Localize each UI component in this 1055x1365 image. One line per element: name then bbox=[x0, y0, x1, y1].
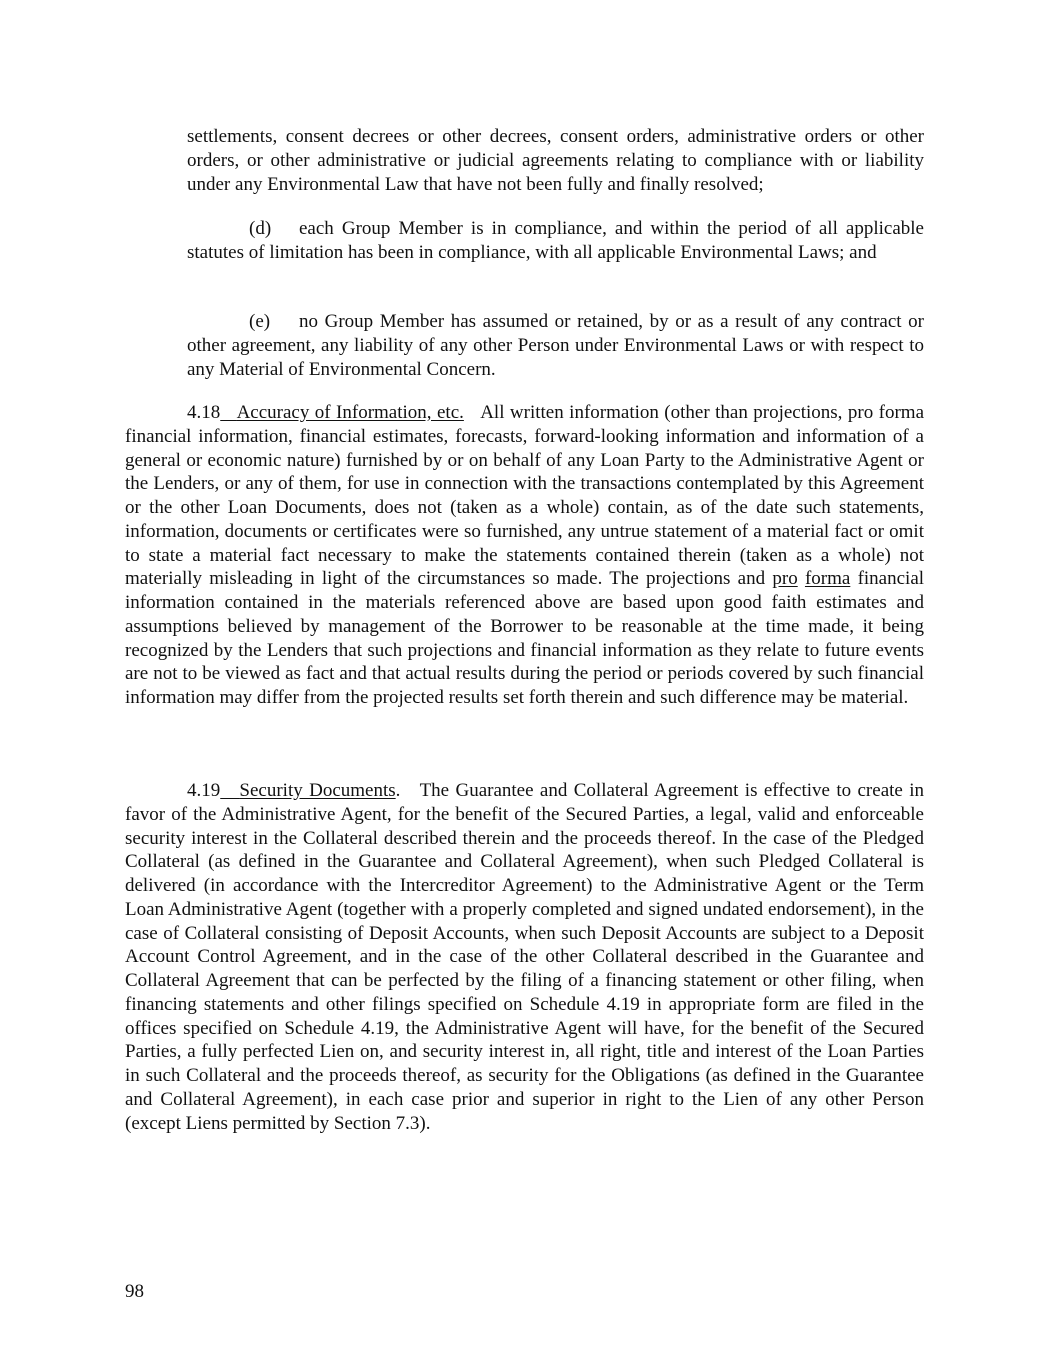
clause-label-d: (d) bbox=[249, 218, 272, 239]
section-body: All written information (other than projections, pro forma financial information, financial estimates, forecasts, forward-looking information and information of a general or economic nature) furnished by or on behalf of any Loan Party to the Administrative Agent or the Lenders, or any of them, for use in connection with the transactions contemplated by this Agreement or the other Loan Documents, does not (taken as a whole) contain, as of the date such statements, information, documents or certificates were so furnished, any untrue statement of a material fact or omit to state a material fact necessary to make the statements contained therein (taken as a whole) not materially misleading in light of the circumstances so made. The projections and bbox=[125, 402, 925, 590]
section-title: Security Documents bbox=[239, 780, 396, 801]
clause-label-e: (e) bbox=[249, 311, 271, 332]
section-4-19: 4.19 Security Documents. The Guarantee and Collateral Agreement is effective to create in favor of the Administrative Agent, for the benefit of the Secured Parties, a legal, valid and enforceable security interest in the Collateral described therein and the proceeds thereof. In the case of the Pledged Collateral (as defined in the Guarantee and Collateral Agreement), when such Pledged Collateral is delivered (in accordance with the Intercreditor Agreement) to the Administrative Agent or the Term Loan Administrative Agent (together with a properly completed and signed undated endorsement), in the case of Collateral consisting of Deposit Accounts, when such Deposit Accounts are subject to a Deposit Account Control Agreement, and in the case of the other Collateral described in the Guarantee and Collateral Agreement that can be perfected by the filing of a financing statement or other filing, when financing statements and other filings specified on Schedule 4.19 in appropriate form are filed in the offices specified on Schedule 4.19, the Administrative Agent will have, for the benefit of the Secured Parties, a fully perfected Lien on, and security interest in, all right, title and interest of the Loan Parties in such Collateral and the proceeds thereof, as security for the Obligations (as defined in the Guarantee and Collateral Agreement), in each case prior and superior in right to the Lien of any other Person (except Liens permitted by Section 7.3). bbox=[125, 780, 924, 1134]
clause-text-e: no Group Member has assumed or retained, by or as a result of any contract or other agreement, any liability of any other Person under Environmental Laws or with respect to any Material of Environmental Concern. bbox=[187, 311, 924, 380]
section-body: The Guarantee and Collateral Agreement is effective to create in favor of the Administrative Agent, for the benefit of the Secured Parties, a legal, valid and enforceable security interest in the Collateral described therein and the proceeds thereof. In the case of the Pledged Collateral (as defined in the Guarantee and Collateral Agreement), when such Pledged Collateral is delivered (in accordance with the Intercreditor Agreement) to the Administrative Agent or the Term Loan Administrative Agent (together with a properly completed and signed undated endorsement), in the case of Collateral consisting of Deposit Accounts, when such Deposit Accounts are subject to a Deposit Account Control Agreement, and in the case of the other Collateral described in the Guarantee and Collateral Agreement that can be perfected by the filing of a financing statement or other filing, when financing statements and other filings specified on Schedule 4.19 in appropriate form are filed in the offices specified on Schedule 4.19, the Administrative Agent will have, for the benefit of the Secured Parties, a fully perfected Lien on, and security interest in, all right, title and interest of the Loan Parties in such Collateral and the proceeds thereof, as security for the Obligations (as defined in the Guarantee and Collateral Agreement), in each case prior and superior in right to the Lien of any other Person (except Liens permitted by Section 7.3). bbox=[125, 780, 924, 1134]
section-4-18 bbox=[125, 401, 924, 710]
underlined-term: forma bbox=[804, 568, 851, 590]
clause-text-d: each Group Member is in compliance, and within the period of all applicable statutes of limitation has been in compliance, with all applicable Environmental Laws; and bbox=[187, 218, 924, 263]
underlined-term: pro bbox=[772, 568, 798, 590]
section-body-continued: financial information contained in the materials referenced above are based upon good faith estimates and assumptions believed by management of the Borrower to be reasonable at the time made, it being recognized by the Lenders that such projections and financial information as they relate to future events are not to be viewed as fact and that actual results during the period or periods covered by such financial information may differ from the projected results set forth therein and such difference may be material. bbox=[125, 568, 925, 708]
paragraph-c-continuation: settlements, consent decrees or other decrees, consent orders, administrative orders or other orders, or other administrative or judicial agreements relating to compliance with or liability under any Environmental Law that have not been fully and finally resolved; bbox=[187, 126, 924, 195]
paragraph-d bbox=[187, 217, 924, 265]
section-number: 4.18 bbox=[187, 402, 221, 423]
section-number: 4.19 bbox=[187, 780, 221, 801]
section-title: Accuracy of Information, etc. bbox=[236, 402, 464, 423]
page-number: 98 bbox=[125, 1281, 144, 1302]
paragraph-e bbox=[187, 310, 924, 381]
